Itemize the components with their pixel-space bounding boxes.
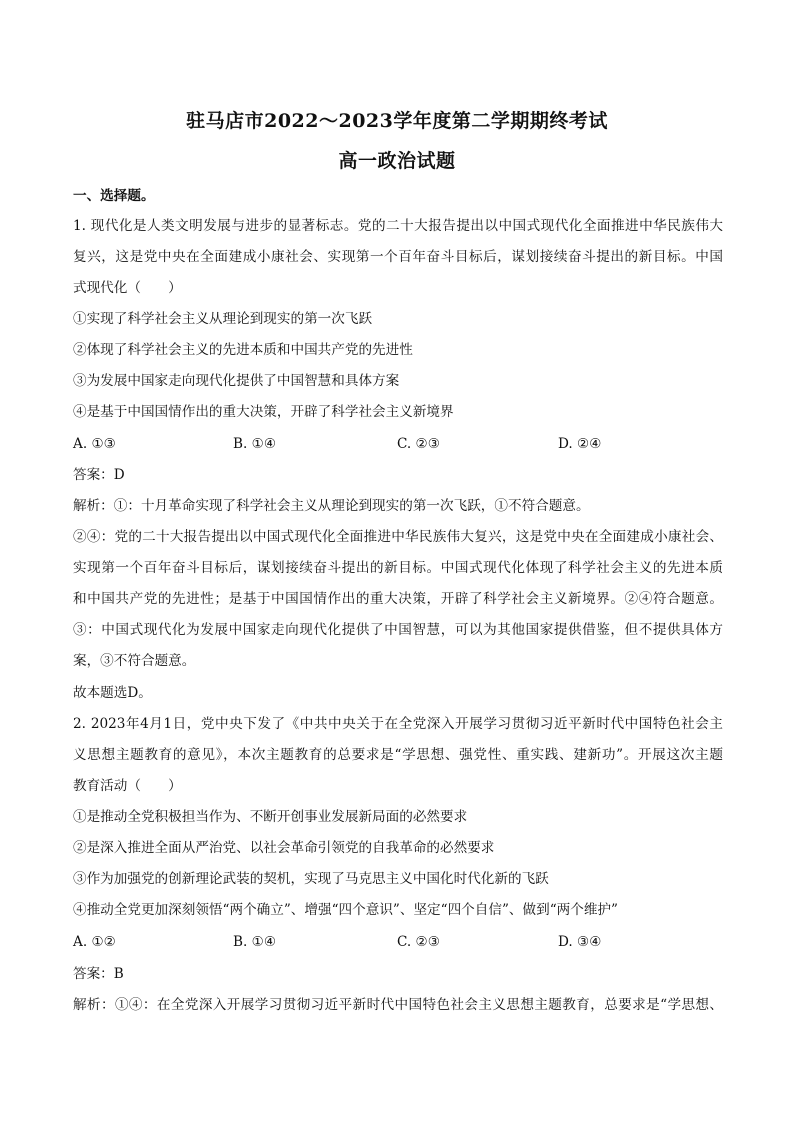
q1-option-b: B. ①④ <box>233 436 277 452</box>
q1-analysis-line: ③：中国式现代化为发展中国家走向现代化提供了中国智慧，可以为其他国家提供借鉴，但不提供具体方 <box>73 622 723 638</box>
q1-statement: ①实现了科学社会主义从理论到现实的第一次飞跃 <box>73 311 373 327</box>
q2-statement: ①是推动全党积极担当作为、不断开创事业发展新局面的必然要求 <box>73 809 468 825</box>
q1-option-c: C. ②③ <box>397 436 440 452</box>
q1-stem-line: 复兴，这是党中央在全面建成小康社会、实现第一个百年奋斗目标后，谋划接续奋斗提出的新目标。中国 <box>73 249 723 265</box>
q1-statement: ②体现了科学社会主义的先进本质和中国共产党的先进性 <box>73 342 413 358</box>
q1-analysis-line: 故本题选D。 <box>73 685 152 701</box>
q1-analysis-line: 实现第一个百年奋斗目标后，谋划接续奋斗提出的新目标。中国式现代化体现了科学社会主义的先进本质 <box>73 560 723 576</box>
q2-analysis-line: 解析：①④：在全党深入开展学习贯彻习近平新时代中国特色社会主义思想主题教育，总要求是“学思想、 <box>73 997 723 1013</box>
q1-stem-line: 1. 现代化是人类文明发展与进步的显著标志。党的二十大报告提出以中国式现代化全面推进中华民族伟大 <box>73 218 723 234</box>
q1-option-d: D. ②④ <box>558 436 602 452</box>
q2-stem-line: 教育活动（ ） <box>73 778 182 794</box>
q2-stem-line: 2. 2023年4月1日，党中央下发了《中共中央关于在全党深入开展学习贯彻习近平新时代中国特色社会主 <box>73 716 723 732</box>
q1-analysis-line: 和中国共产党的先进性；是基于中国国情作出的重大决策，开辟了科学社会主义新境界。②④符合题意。 <box>73 591 723 607</box>
q1-stem-line: 式现代化（ ） <box>73 280 182 296</box>
exam-subtitle: 高一政治试题 <box>338 150 456 172</box>
section-heading: 一、选择题。 <box>73 188 155 204</box>
q1-answer: 答案：D <box>73 467 125 483</box>
q2-statement: ②是深入推进全面从严治党、以社会革命引领党的自我革命的必然要求 <box>73 840 495 856</box>
q1-statement: ④是基于中国国情作出的重大决策，开辟了科学社会主义新境界 <box>73 404 454 420</box>
q2-option-b: B. ①④ <box>233 934 277 950</box>
q1-analysis-line: 解析：①：十月革命实现了科学社会主义从理论到现实的第一次飞跃，①不符合题意。 <box>73 498 590 514</box>
q2-statement: ④推动全党更加深刻领悟“两个确立”、增强“四个意识”、坚定“四个自信”、做到“两个维护” <box>73 902 618 918</box>
q1-analysis-line: ②④：党的二十大报告提出以中国式现代化全面推进中华民族伟大复兴，这是党中央在全面建成小康社会、 <box>73 529 723 545</box>
exam-title: 驻马店市2022～2023学年度第二学期期终考试 <box>186 110 608 132</box>
q1-statement: ③为发展中国家走向现代化提供了中国智慧和具体方案 <box>73 373 400 389</box>
q2-stem-line: 义思想主题教育的意见》，本次主题教育的总要求是“学思想、强党性、重实践、建新功”。开展这次主题 <box>73 747 723 763</box>
q1-analysis-line: 案，③不符合题意。 <box>73 653 196 669</box>
q2-option-c: C. ②③ <box>397 934 440 950</box>
q2-option-a: A. ①② <box>73 934 116 950</box>
q2-option-d: D. ③④ <box>558 934 602 950</box>
q2-answer: 答案：B <box>73 966 124 982</box>
q2-statement: ③作为加强党的创新理论武装的契机，实现了马克思主义中国化时代化新的飞跃 <box>73 871 549 887</box>
q1-option-a: A. ①③ <box>73 436 116 452</box>
